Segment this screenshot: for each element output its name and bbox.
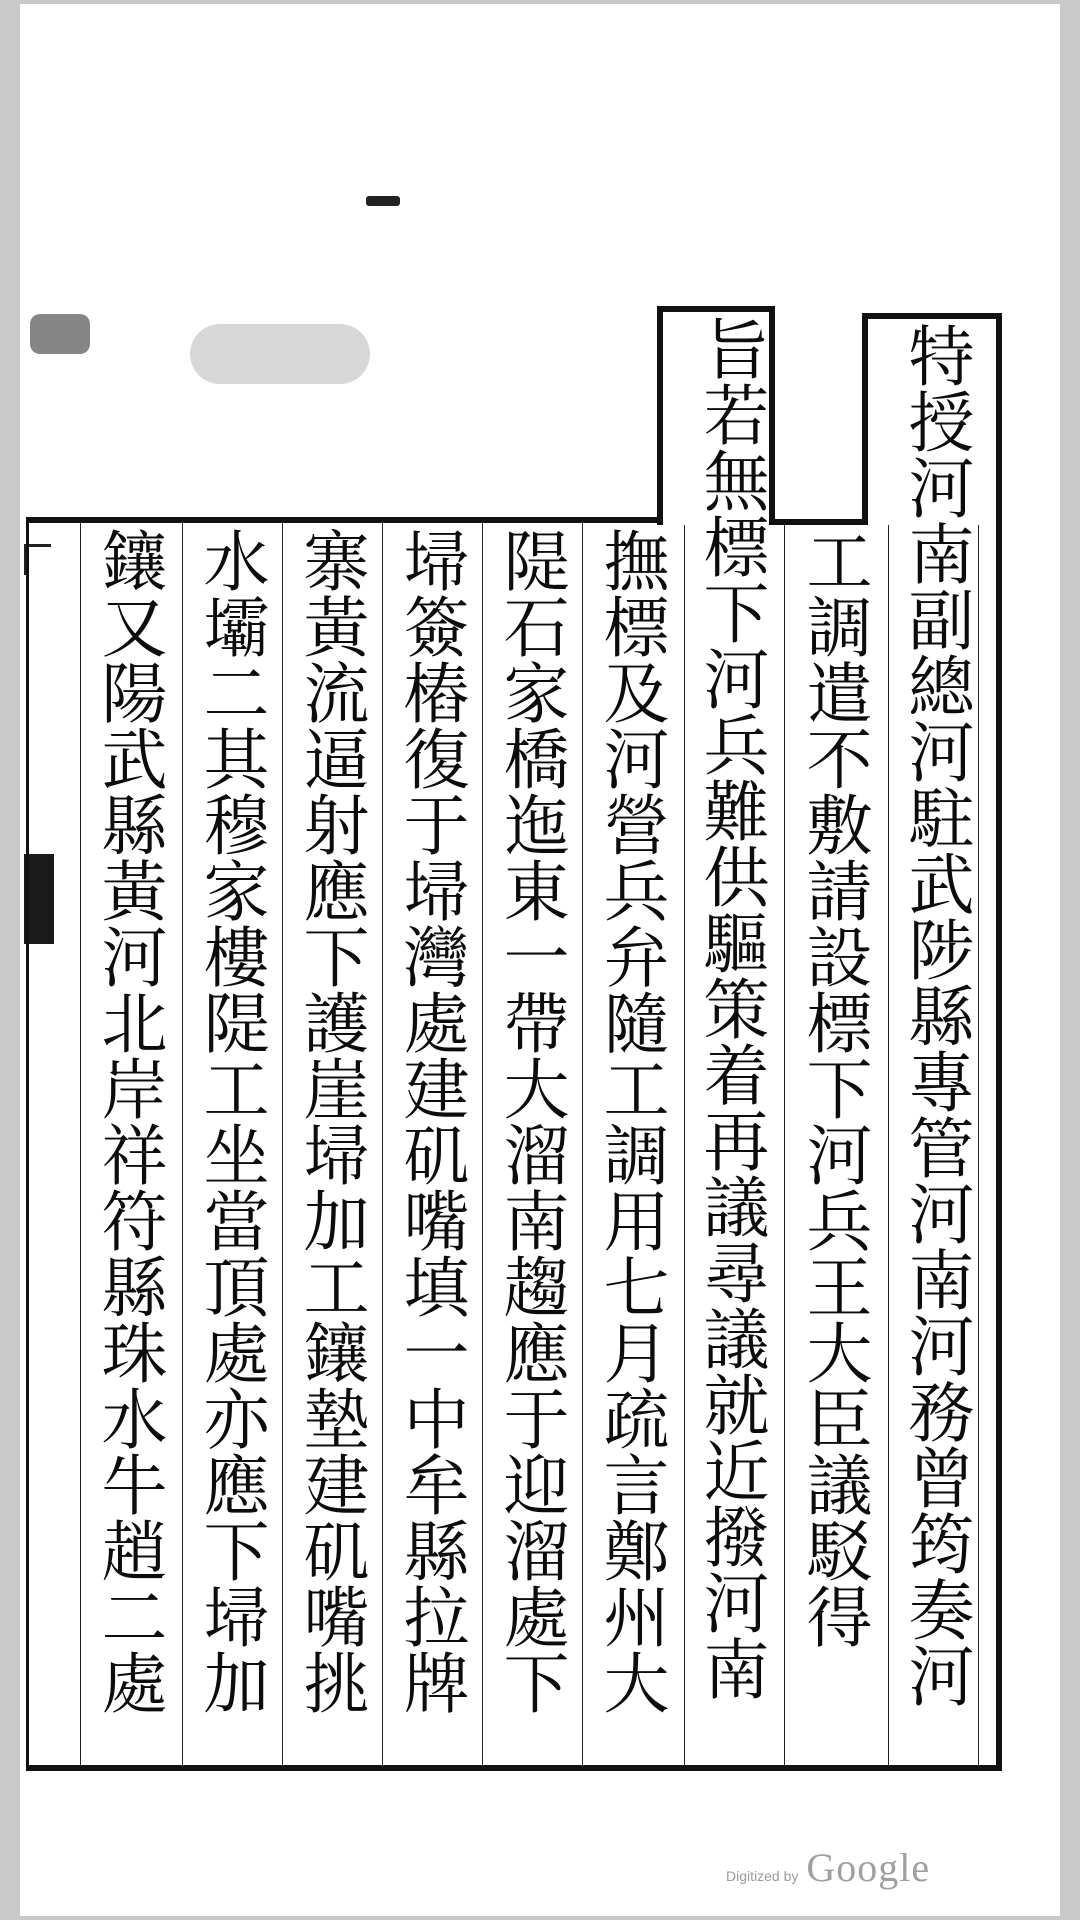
column-divider <box>282 523 283 1765</box>
column-divider <box>888 525 889 1765</box>
ink-speck <box>190 324 370 384</box>
frame-line <box>862 313 1002 319</box>
text-column-5: 隄石家橋迤東一帶大溜南趨應于迎溜處下 <box>492 527 569 1715</box>
frame-line <box>996 313 1002 525</box>
text-column-9: 鑲又陽武縣黃河北岸祥符縣珠水牛趙二處 <box>90 527 167 1715</box>
scanned-page <box>20 4 1060 1916</box>
frame-right-rule <box>996 519 1002 1771</box>
column-divider <box>684 525 685 1765</box>
frame-bottom-rule <box>26 1765 1002 1771</box>
frame-top-rule <box>26 517 663 523</box>
text-column-8: 水壩二其穆家樓隄工坐當頂處亦應下埽加 <box>192 527 269 1715</box>
ink-speck <box>30 314 90 354</box>
column-divider <box>582 523 583 1765</box>
text-column-3: 旨若無標下河兵難供驅策着再議尋議就近撥河南 <box>692 315 769 1701</box>
column-divider <box>482 523 483 1765</box>
text-column-1: 特授河南副總河駐武陟縣專管河南河務曾筠奏河 <box>897 322 974 1708</box>
frame-line <box>862 313 868 525</box>
frame-line <box>657 306 775 312</box>
google-logo: Google <box>806 1845 931 1890</box>
frame-left-rule <box>26 517 29 1771</box>
digitized-watermark <box>726 1844 930 1891</box>
ink-speck <box>366 196 400 206</box>
digitized-by-text: Digitized by <box>726 1868 799 1884</box>
column-divider <box>182 523 183 1765</box>
column-divider <box>80 523 81 1765</box>
frame-line <box>657 306 663 525</box>
text-column-7: 寨黃流逼射應下護崖埽加工鑲墊建矶嘴挑 <box>292 527 369 1715</box>
text-column-4: 撫標及河營兵弁隨工調用七月疏言鄭州大 <box>592 527 669 1715</box>
column-divider <box>382 523 383 1765</box>
text-column-6: 埽簽樁復于埽灣處建矶嘴填一中牟縣拉牌 <box>392 527 469 1715</box>
text-column-2: 工調遣不敷請設標下河兵王大臣議駁得 <box>795 527 872 1649</box>
column-divider <box>784 525 785 1765</box>
